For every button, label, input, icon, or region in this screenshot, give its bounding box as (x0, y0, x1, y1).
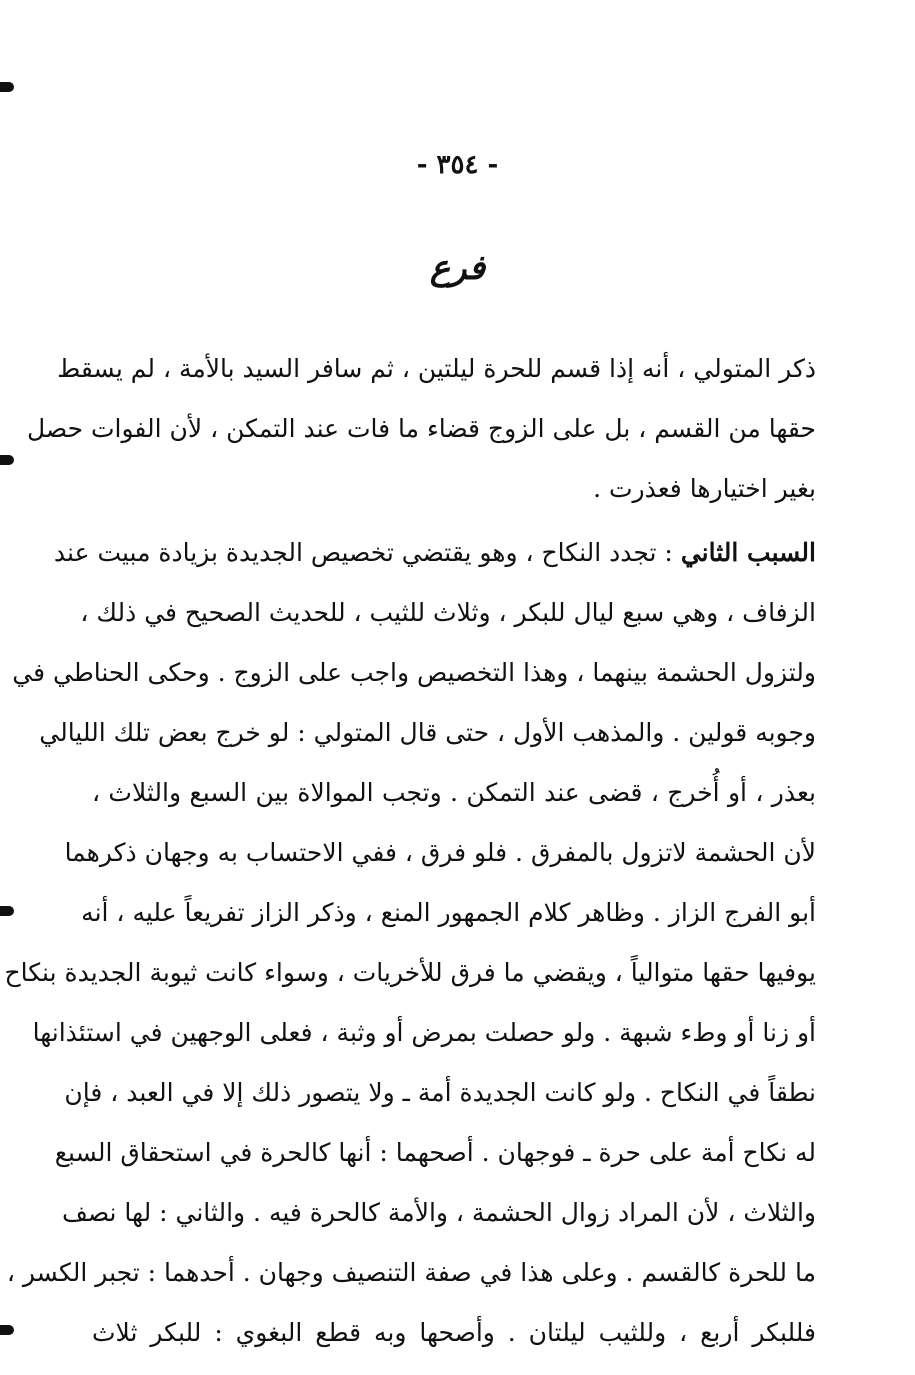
text-line: نطقاً في النكاح . ولو كانت الجديدة أمة ـ ولا يتصور ذلك إلا في العبد ، فإن (64, 1078, 816, 1107)
text-line: حقها من القسم ، بل على الزوج قضاء ما فات عند التمكن ، لأن الفوات حصل (26, 414, 816, 443)
text-line: الزفاف ، وهي سبع ليال للبكر ، وثلاث للثيب ، للحديث الصحيح في ذلك ، (80, 598, 816, 627)
text-line: وجوبه قولين . والمذهب الأول ، حتى قال المتولي : لو خرج بعض تلك الليالي (39, 718, 816, 747)
text-line: ما للحرة كالقسم . وعلى هذا في صفة التنصيف وجهان . أحدهما : تجبر الكسر ، (6, 1258, 816, 1287)
text-line: له نكاح أمة على حرة ـ فوجهان . أصحهما : أنها كالحرة في استحقاق السبع (54, 1138, 816, 1167)
section-heading: فرع (429, 248, 486, 288)
page-number: - ٣٥٤ - (416, 150, 499, 180)
text-line: بغير اختيارها فعذرت . (593, 474, 816, 503)
paragraph-lead-rest: : تجدد النكاح ، وهو يقتضي تخصيص الجديدة بزيادة مبيت عند (53, 538, 681, 567)
text-line (53, 523, 816, 583)
text-line: ولتزول الحشمة بينهما ، وهذا التخصيص واجب على الزوج . وحكى الحناطي في (12, 658, 816, 687)
text-line: لأن الحشمة لاتزول بالمفرق . فلو فرق ، ففي الاحتساب به وجهان ذكرهما (64, 838, 816, 867)
paragraph-lead: السبب الثاني (680, 538, 816, 567)
paragraph-2 (4, 523, 816, 1363)
text-line: أو زنا أو وطء شبهة . ولو حصلت بمرض أو وثبة ، فعلى الوجهين في استئذانها (32, 1018, 816, 1047)
binding-mark (0, 455, 14, 465)
text-line: يوفيها حقها متوالياً ، ويقضي ما فرق للأخريات ، وسواء كانت ثيوبة الجديدة بنكاح (4, 958, 816, 987)
paragraph-1 (26, 339, 816, 519)
text-line: والثلاث ، لأن المراد زوال الحشمة ، والأمة كالحرة فيه . والثاني : لها نصف (61, 1198, 816, 1227)
binding-mark (0, 906, 14, 916)
binding-mark (0, 82, 14, 92)
binding-mark (0, 1325, 14, 1335)
text-line: أبو الفرج الزاز . وظاهر كلام الجمهور المنع ، وذكر الزاز تفريعاً عليه ، أنه (81, 898, 816, 927)
text-line: فللبكر أربع ، وللثيب ليلتان . وأصحها وبه قطع البغوي : للبكر ثلاث (92, 1318, 816, 1347)
text-line: ذكر المتولي ، أنه إذا قسم للحرة ليلتين ، ثم سافر السيد بالأمة ، لم يسقط (57, 354, 816, 383)
text-line: بعذر ، أو أُخرج ، قضى عند التمكن . وتجب الموالاة بين السبع والثلاث ، (92, 778, 816, 807)
